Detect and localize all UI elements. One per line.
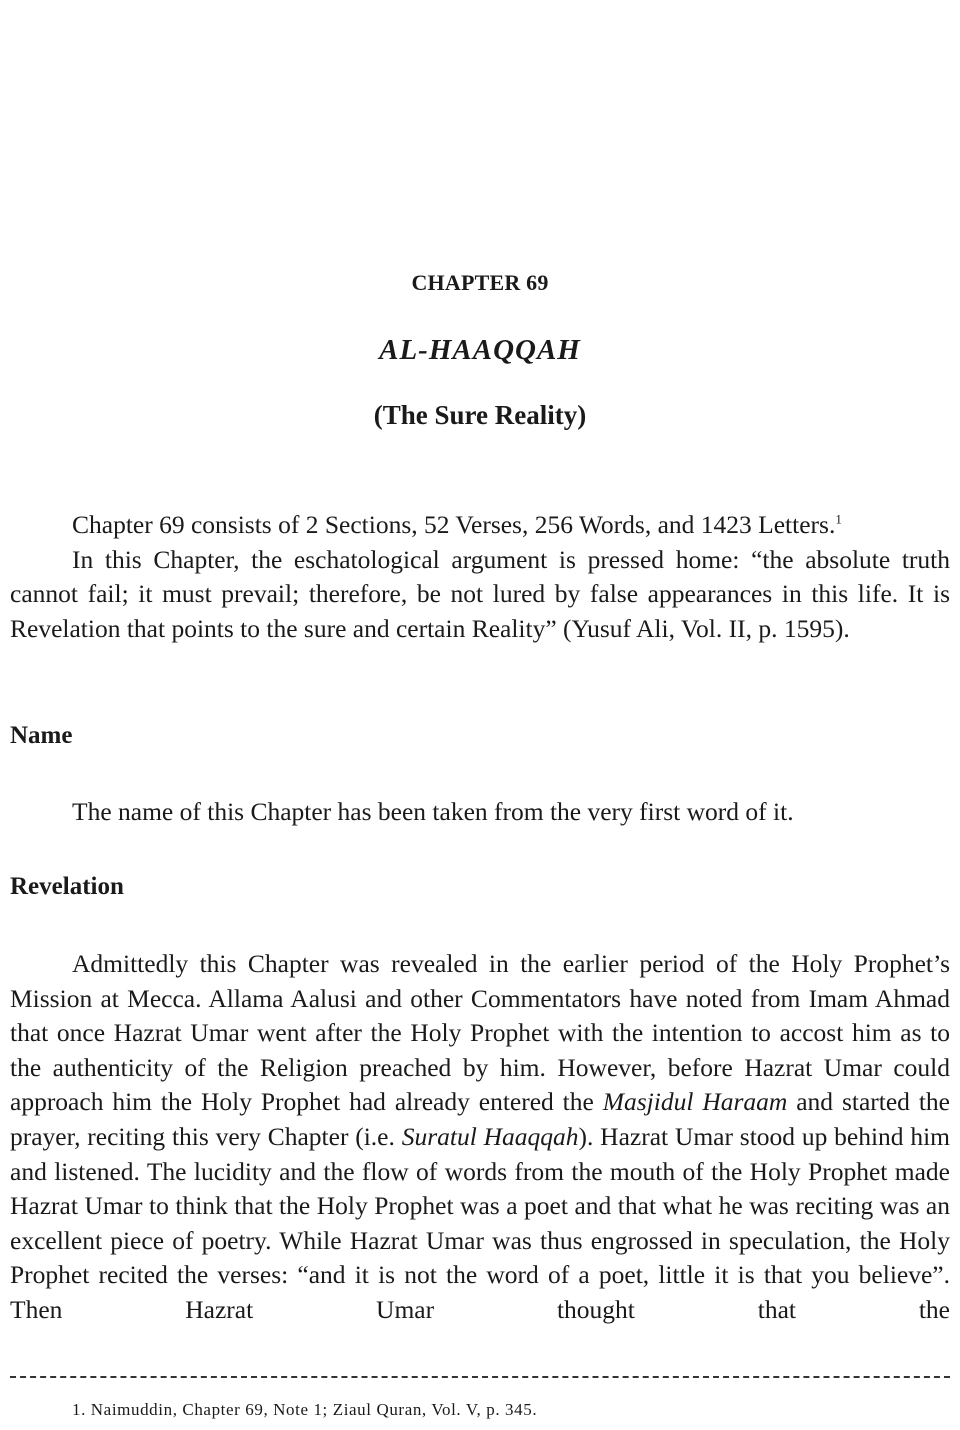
chapter-title: AL-HAAQQAH xyxy=(379,334,581,366)
masjid-term: Masjidul Haraam xyxy=(602,1087,788,1117)
footnote-divider xyxy=(10,1376,950,1378)
revelation-text-2: and started the prayer, reciting this very Chapter (i.e. xyxy=(10,1087,950,1151)
name-paragraph: The name of this Chapter has been taken from the very first word of it. xyxy=(72,797,794,826)
intro-paragraph-1-text: Chapter 69 consists of 2 Sections, 52 Verses, 256 Words, and 1423 Letters. xyxy=(72,510,836,539)
intro-paragraph-2: In this Chapter, the eschatological argument is pressed home: “the absolute truth cannot fail; it must prevail; therefore, be not lured by false appearances in this life. It is Revelation that points to the sure and certain Reality” (Yusuf Ali, Vol. II, p. 1595). xyxy=(10,544,950,643)
chapter-subtitle: (The Sure Reality) xyxy=(373,400,587,430)
revelation-paragraph xyxy=(10,947,950,1328)
footnote-ref: 1 xyxy=(835,511,842,527)
chapter-number: CHAPTER 69 xyxy=(411,270,549,295)
name-heading: Name xyxy=(10,722,73,749)
footnote: 1. Naimuddin, Chapter 69, Note 1; Ziaul Quran, Vol. V, p. 345. xyxy=(72,1400,538,1419)
intro-paragraph-1 xyxy=(10,508,950,543)
intro-section xyxy=(10,508,950,646)
revelation-heading: Revelation xyxy=(10,873,124,900)
revelation-text-3: ). Hazrat Umar stood up behind him and listened. The lucidity and the flow of words from the mouth of the Holy Prophet made Hazrat Umar to think that the Holy Prophet was a poet and that what he was reciting was an excellent piece of poetry. While Hazrat Umar was thus engrossed in speculation, the Holy Prophet recited the verses: “and it is not the word of a poet, little it is that you believe”. Then Hazrat Umar thought that the xyxy=(10,1121,951,1324)
surah-term: Suratul Haaqqah xyxy=(401,1121,579,1151)
revelation-text-1: Admittedly this Chapter was revealed in the earlier period of the Holy Prophet’s Mission at Mecca. Allama Aalusi and other Commentators have noted from Imam Ahmad that once Hazrat Umar went after the Holy Prophet with the intention to accost him as to the authenticity of the Religion preached by him. However, before Hazrat Umar could approach him the Holy Prophet had already entered the xyxy=(10,949,950,1117)
page xyxy=(10,0,950,1430)
